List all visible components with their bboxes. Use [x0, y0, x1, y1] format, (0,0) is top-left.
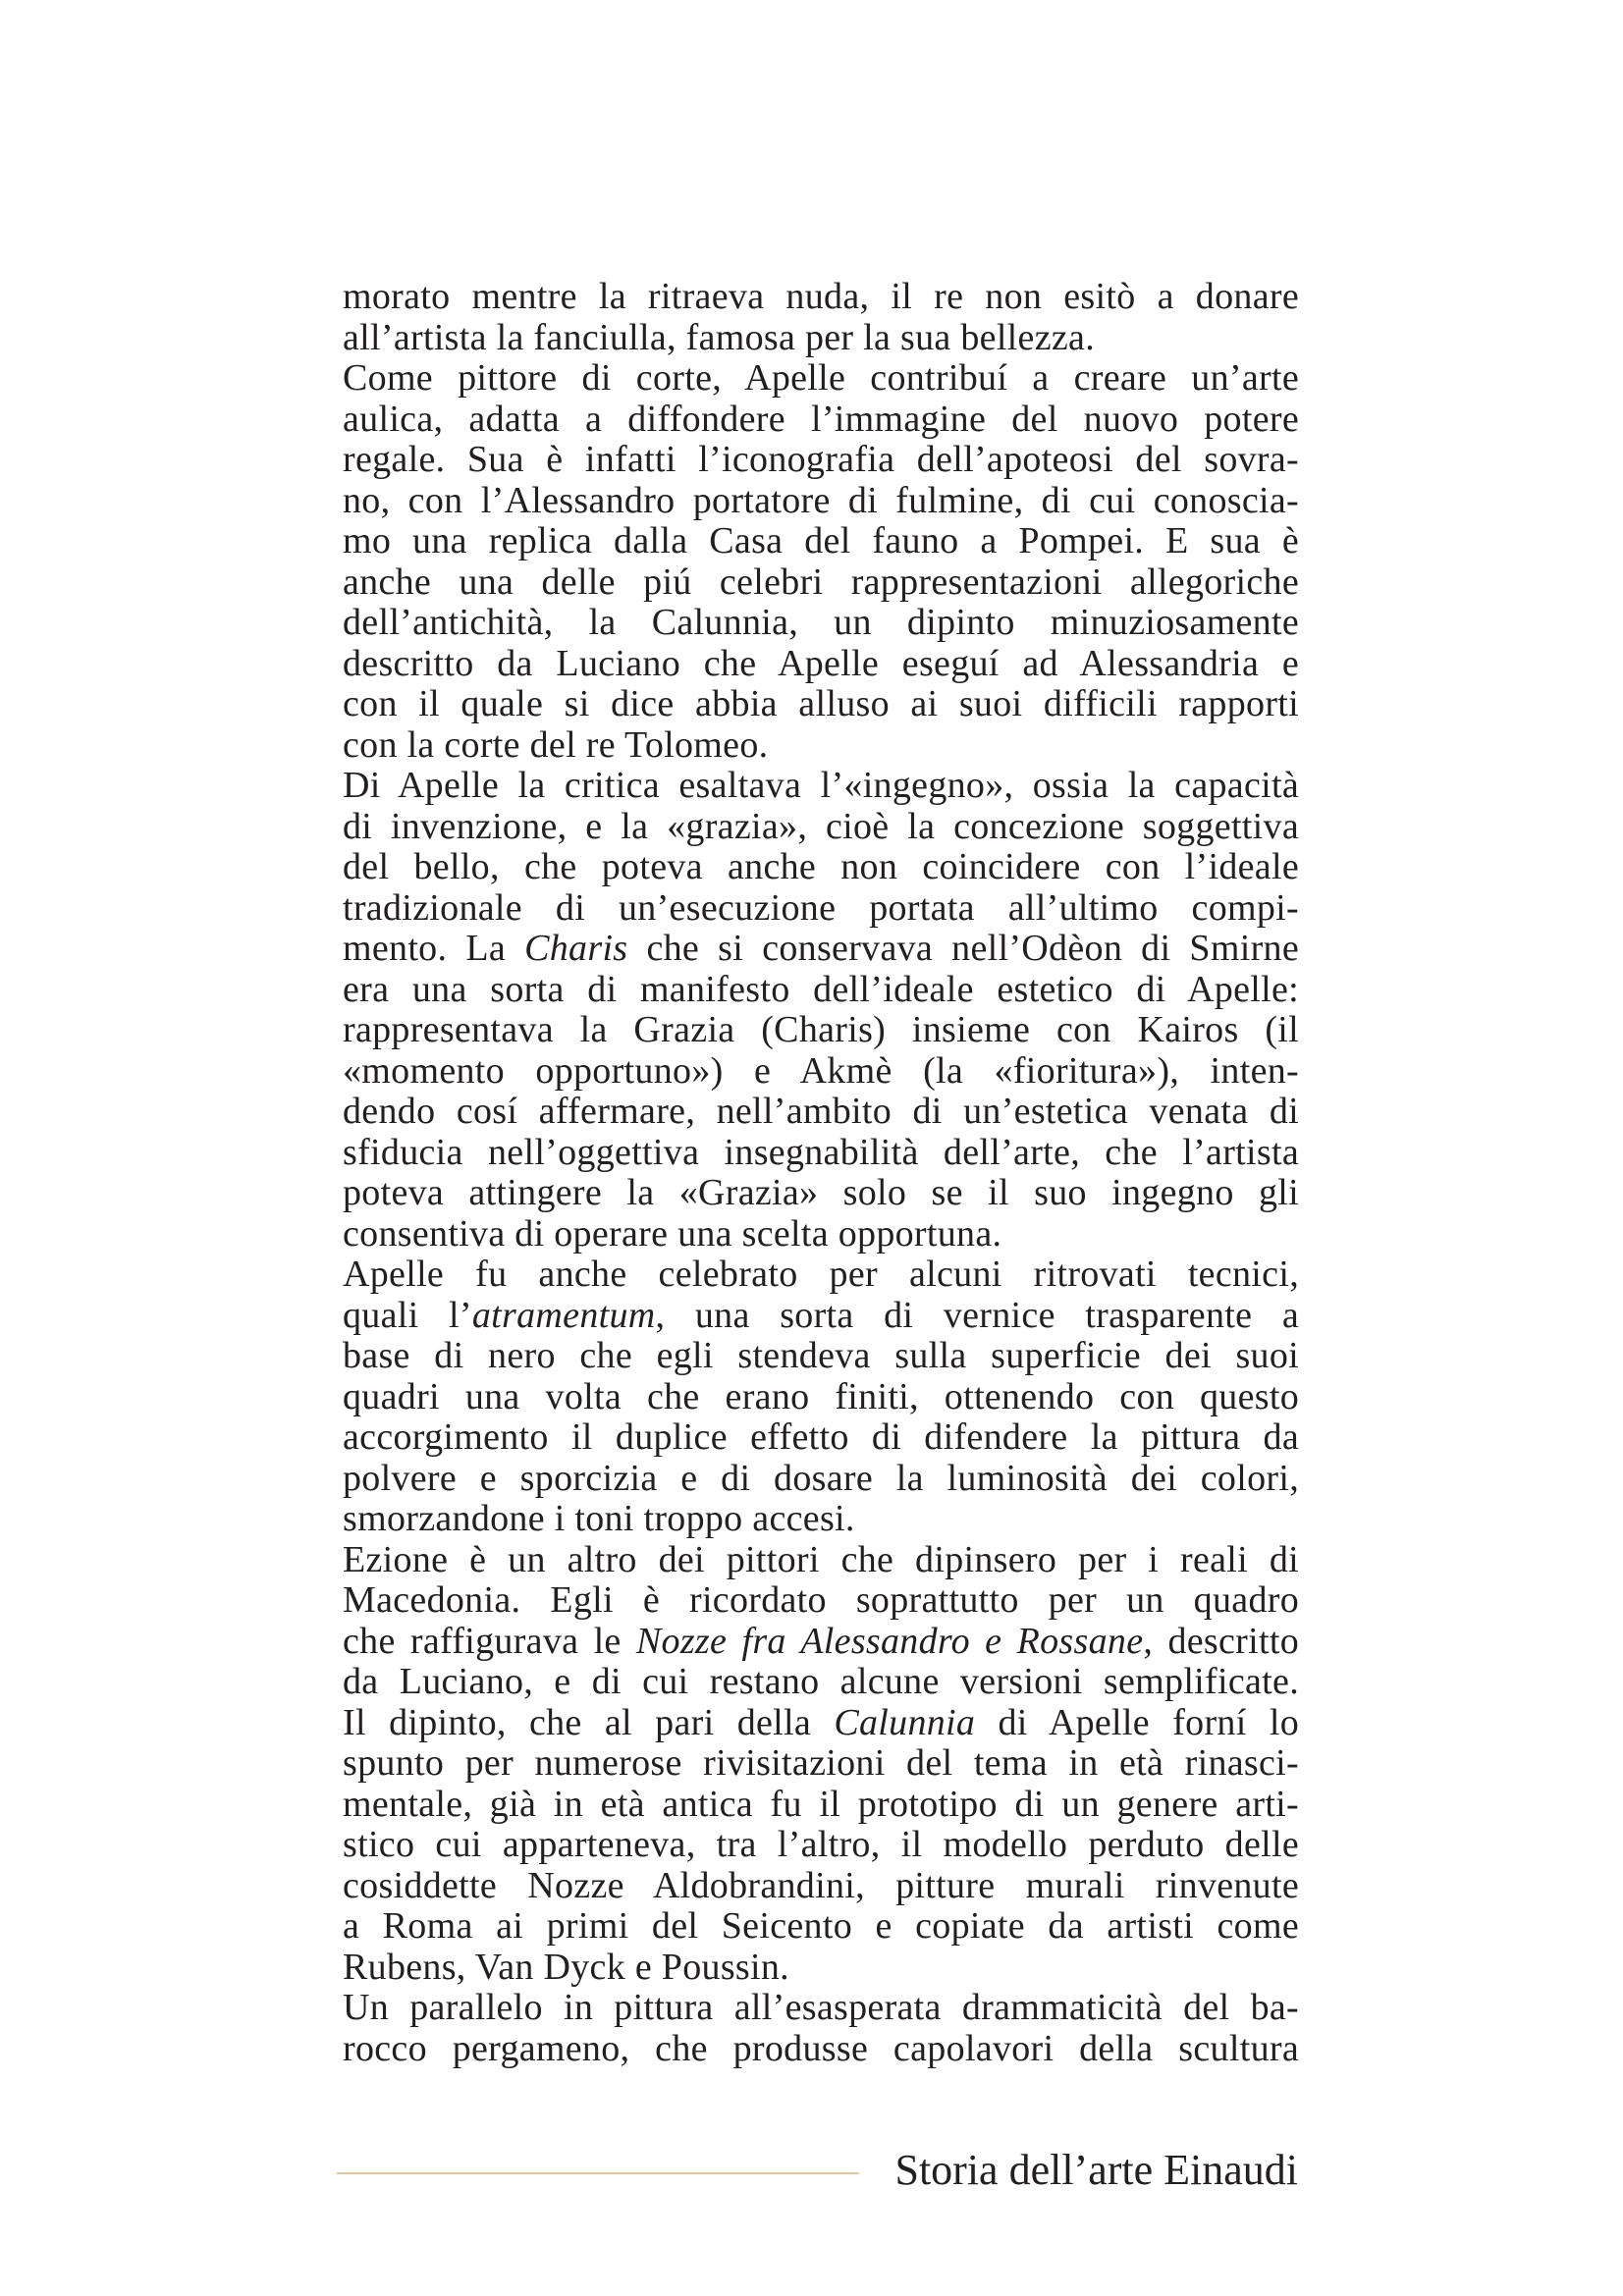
text-line: accorgimento il duplice effetto di difendere la pittura da [343, 1416, 1299, 1458]
text-line: Rubens, Van Dyck e Poussin. [343, 1946, 789, 1988]
text-line: stico cui apparteneva, tra l’altro, il modello perduto delle [343, 1824, 1299, 1865]
text-line: Come pittore di corte, Apelle contribuí a creare un’arte [343, 357, 1299, 399]
text-line: spunto per numerose rivisitazioni del tema in età rinasci- [343, 1742, 1299, 1784]
text-line: da Luciano, e di cui restano alcune versioni semplificate. [343, 1661, 1299, 1702]
italic-term: Nozze fra Alessandro e Rossane [635, 1620, 1144, 1662]
text-line: con il quale si dice abbia alluso ai suoi difficili rapporti [343, 683, 1299, 724]
text-line: all’artista la fanciulla, famosa per la sua bellezza. [343, 316, 1096, 358]
paragraph [343, 1255, 1299, 1540]
text-line: anche una delle piú celebri rappresentazioni allegoriche [343, 561, 1299, 603]
text-line: mo una replica dalla Casa del fauno a Pompei. E sua è [343, 520, 1299, 561]
text-line [343, 1703, 1299, 1744]
text-line: poteva attingere la «Grazia» solo se il suo ingegno gli [343, 1172, 1299, 1213]
text-line [343, 929, 1299, 970]
text-line: con la corte del re Tolomeo. [343, 723, 769, 766]
text-segment: di Apelle forní lo [975, 1701, 1300, 1743]
text-line: «momento opportuno») e Akmè (la «fioritura»), inten- [343, 1049, 1299, 1092]
paragraph [343, 277, 1299, 358]
footer-title: Storia dell’arte Einaudi [894, 2146, 1298, 2194]
text-line: morato mentre la ritraeva nuda, il re non esitò a donare [343, 276, 1299, 317]
text-line: no, con l’Alessandro portatore di fulmine, di cui conoscia- [343, 479, 1299, 521]
text-line: base di nero che egli stendeva sulla superficie dei suoi [343, 1335, 1299, 1376]
text-line: cosiddette Nozze Aldobrandini, pitture murali rinvenute [343, 1864, 1299, 1906]
text-line: di invenzione, e la «grazia», cioè la concezione soggettiva [343, 805, 1299, 847]
body-text [343, 277, 1299, 2069]
text-line: mentale, già in età antica fu il prototipo di un genere arti- [343, 1783, 1299, 1825]
text-line [343, 1622, 1299, 1663]
text-line: tradizionale di un’esecuzione portata all’ultimo compi- [343, 886, 1299, 929]
paragraph [343, 1988, 1299, 2069]
italic-term: Charis [524, 928, 628, 969]
text-line: Ezione è un altro dei pittori che dipinsero per i reali di [343, 1538, 1299, 1580]
text-segment: che raffigurava le [343, 1620, 636, 1662]
italic-term: Calunnia [834, 1701, 976, 1743]
text-segment: Il dipinto, che al pari della [343, 1701, 835, 1743]
text-line: quadri una volta che erano finiti, ottenendo con questo [343, 1375, 1299, 1417]
text-line: Un parallelo in pittura all’esasperata drammaticità del ba- [343, 1987, 1299, 2028]
text-line: Di Apelle la critica esaltava l’«ingegno», ossia la capacità [343, 765, 1299, 806]
text-line: a Roma ai primi del Seicento e copiate da artisti come [343, 1905, 1299, 1947]
text-segment: quali l’ [343, 1294, 472, 1336]
text-line: descritto da Luciano che Apelle eseguí ad Alessandria e [343, 642, 1299, 684]
text-line: polvere e sporcizia e di dosare la luminosità dei colori, [343, 1457, 1299, 1499]
text-line: rocco pergameno, che produsse capolavori della scultura [343, 2027, 1299, 2069]
text-line: sfiducia nell’oggettiva insegnabilità dell’arte, che l’artista [343, 1131, 1299, 1173]
text-line: era una sorta di manifesto dell’ideale estetico di Apelle: [343, 968, 1299, 1010]
paragraph [343, 766, 1299, 1255]
text-segment: , una sorta di vernice trasparente a [655, 1294, 1299, 1336]
text-line: Macedonia. Egli è ricordato soprattutto per un quadro [343, 1579, 1299, 1621]
text-line: aulica, adatta a diffondere l’immagine del nuovo potere [343, 398, 1299, 440]
text-segment: che si conservava nell’Odèon di Smirne [627, 928, 1299, 969]
text-segment: mento. La [343, 928, 525, 969]
text-line: rappresentava la Grazia (Charis) insieme con Kairos (il [343, 1009, 1299, 1050]
footer-rule [337, 2172, 859, 2174]
text-segment: , descritto [1143, 1620, 1300, 1662]
italic-term: atramentum [471, 1294, 656, 1336]
text-line: consentiva di operare una scelta opportuna. [343, 1212, 1002, 1255]
text-line: Apelle fu anche celebrato per alcuni ritrovati tecnici, [343, 1254, 1299, 1295]
text-line: del bello, che poteva anche non coincidere con l’ideale [343, 846, 1299, 887]
text-line: smorzandone i toni troppo accesi. [343, 1498, 855, 1539]
text-line: dendo cosí affermare, nell’ambito di un’estetica venata di [343, 1091, 1299, 1132]
paragraph [343, 1540, 1299, 1989]
text-line: dell’antichità, la Calunnia, un dipinto minuziosamente [343, 602, 1299, 643]
text-line [343, 1296, 1299, 1337]
text-line: regale. Sua è infatti l’iconografia dell’apoteosi del sovra- [343, 439, 1299, 480]
paragraph [343, 358, 1299, 766]
